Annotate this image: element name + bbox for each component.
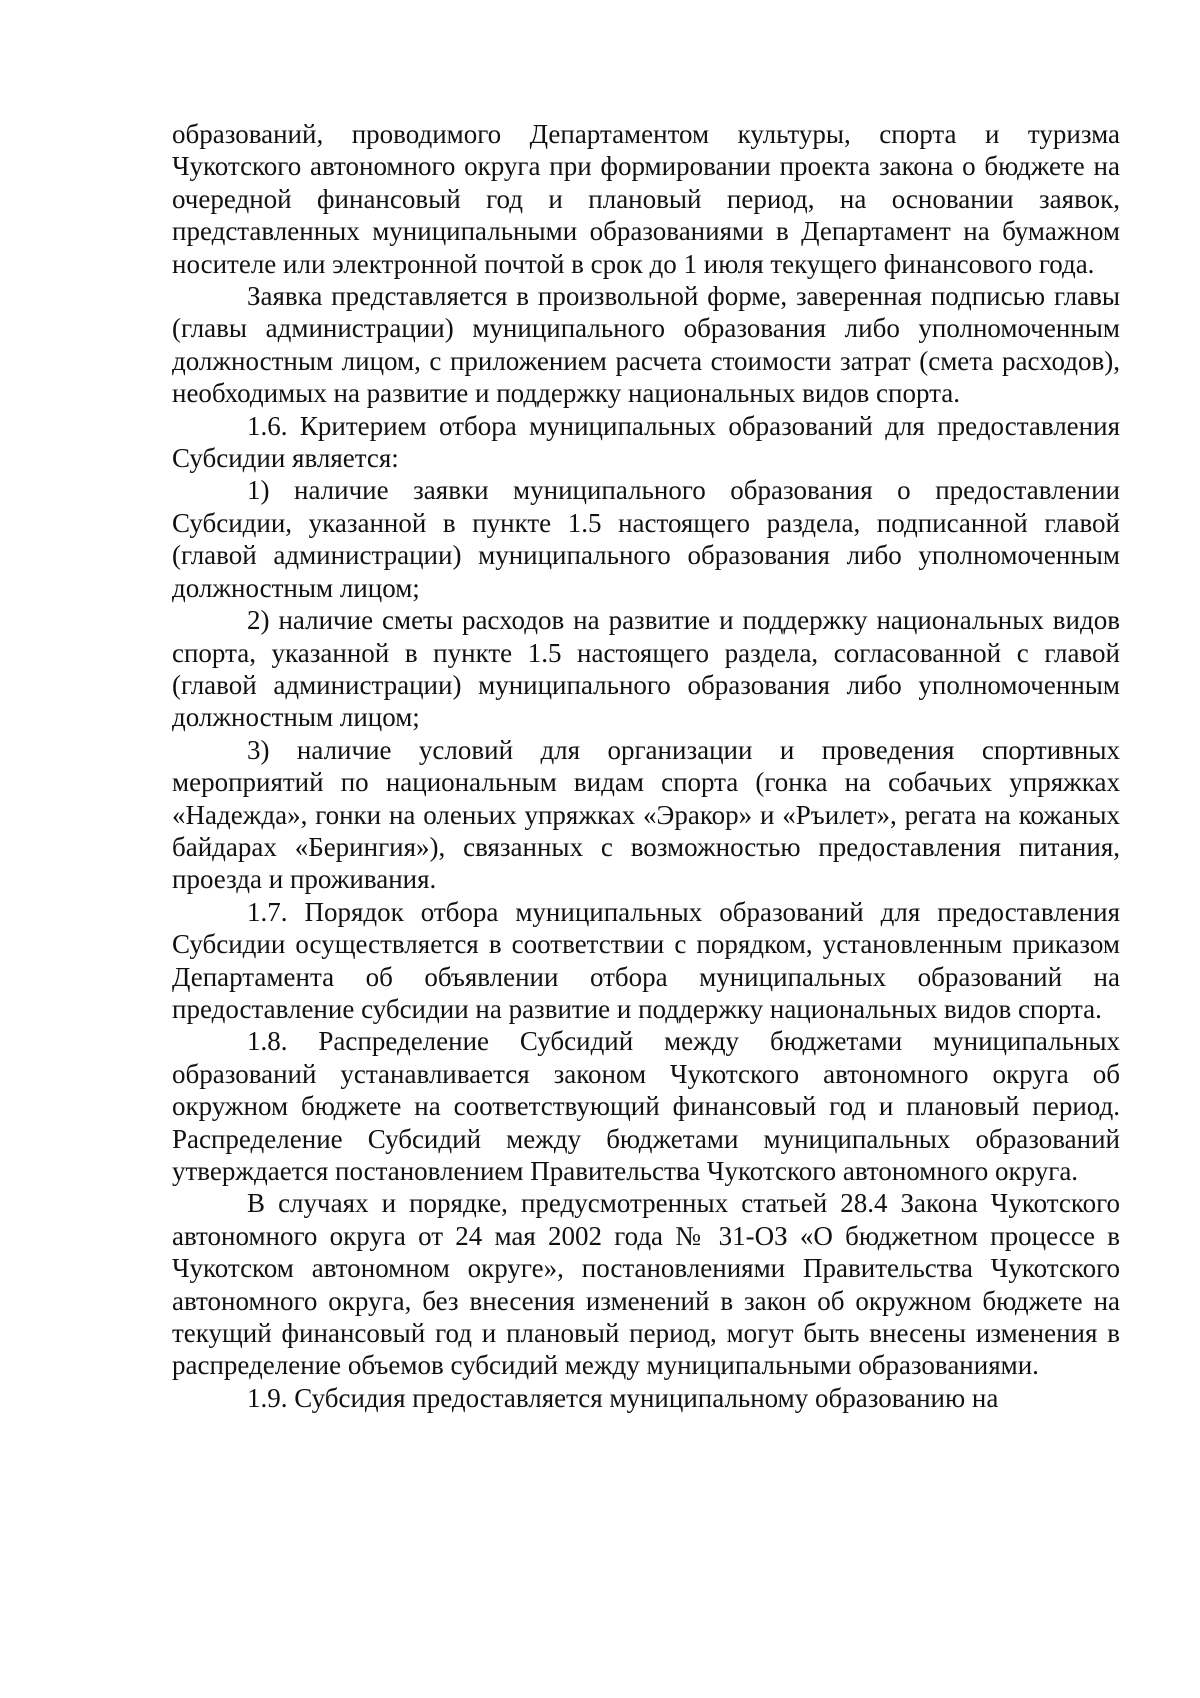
document-page xyxy=(172,118,1120,1414)
paragraph-application-form: Заявка представляется в произвольной форме, заверенная подписью главы (главы администрации) муниципального образования либо уполномоченным должностным лицом, с приложением расчета стоимости затрат (смета расходов), необходимых на развитие и поддержку национальных видов спорта. xyxy=(172,281,1120,409)
paragraph-1-7-selection-order: 1.7. Порядок отбора муниципальных образований для предоставления Субсидии осуществляется в соответствии с порядком, установленным приказом Департамента об объявлении отбора муниципальных образований на предоставление субсидии на развитие и поддержку национальных видов спорта. xyxy=(172,896,1120,1024)
paragraph-continuation: образований, проводимого Департаментом культуры, спорта и туризма Чукотского автономного округа при формировании проекта закона о бюджете на очередной финансовый год и плановый период, на основании заявок, представленных муниципальными образованиями в Департамент на бумажном носителе или электронной почтой в срок до 1 июля текущего финансового года. xyxy=(172,119,1120,279)
paragraph-criterion-1: 1) наличие заявки муниципального образования о предоставлении Субсидии, указанной в пункте 1.5 настоящего раздела, подписанной главой (главой администрации) муниципального образования либо уполномоченным должностным лицом; xyxy=(172,475,1120,603)
paragraph-changes-in-distribution: В случаях и порядке, предусмотренных статьей 28.4 Закона Чукотского автономного округа от 24 мая 2002 года № 31-ОЗ «О бюджетном процессе в Чукотском автономном округе», постановлениями Правительства Чукотского автономного округа, без внесения изменений в закон об окружном бюджете на текущий финансовый год и плановый период, могут быть внесены изменения в распределение объемов субсидий между муниципальными образованиями. xyxy=(172,1188,1120,1381)
paragraph-1-8-distribution: 1.8. Распределение Субсидий между бюджетами муниципальных образований устанавливается законом Чукотского автономного округа об окружном бюджете на соответствующий финансовый год и плановый период. Распределение Субсидий между бюджетами муниципальных образований утверждается постановлением Правительства Чукотского автономного округа. xyxy=(172,1026,1120,1186)
paragraph-criterion-3: 3) наличие условий для организации и проведения спортивных мероприятий по национальным видам спорта (гонка на собачьих упряжках «Надежда», гонки на оленьих упряжках «Эракор» и «Ръилет», регата на кожаных байдарах «Берингия»), связанных с возможностью предоставления питания, проезда и проживания. xyxy=(172,734,1120,895)
paragraph-criterion-2: 2) наличие сметы расходов на развитие и поддержку национальных видов спорта, указанной в пункте 1.5 настоящего раздела, согласованной с главой (главой администрации) муниципального образования либо уполномоченным должностным лицом; xyxy=(172,605,1120,733)
paragraph-1-9-subsidy: 1.9. Субсидия предоставляется муниципальному образованию на xyxy=(247,1382,999,1413)
paragraph-1-6-criterion: 1.6. Критерием отбора муниципальных образований для предоставления Субсидии является: xyxy=(172,410,1120,474)
